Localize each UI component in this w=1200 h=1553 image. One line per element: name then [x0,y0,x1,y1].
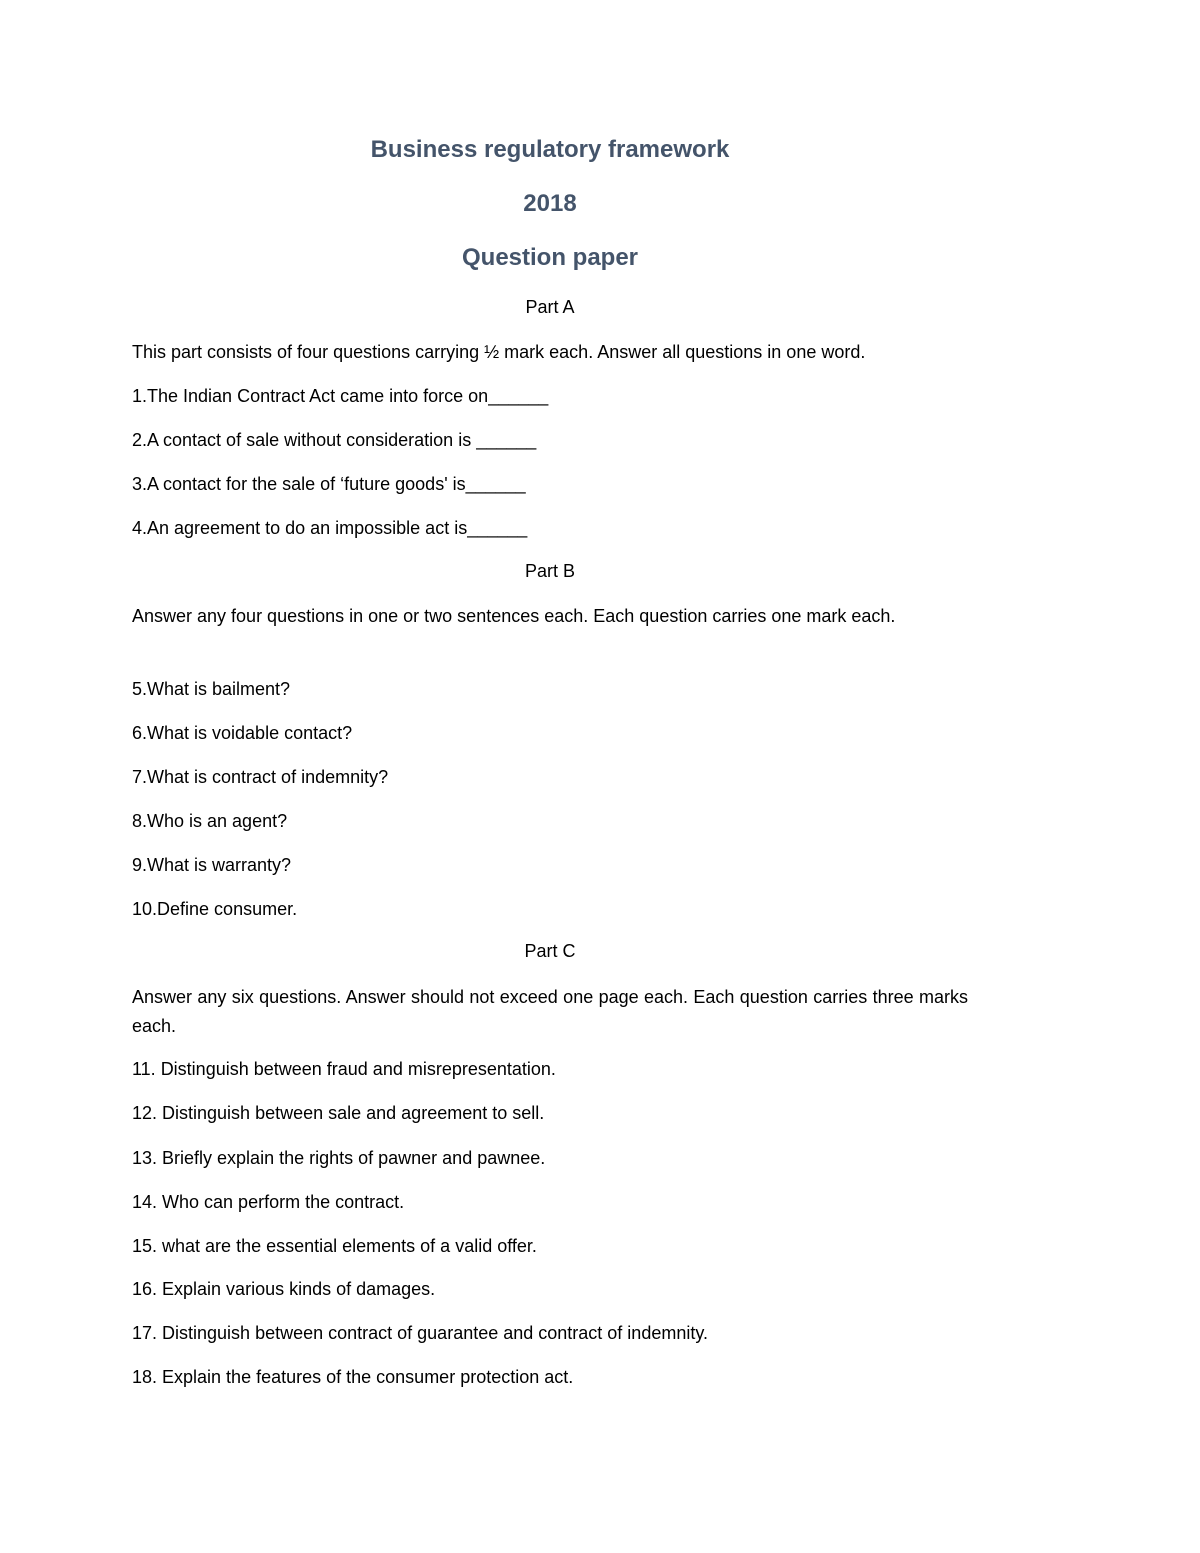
document-year: 2018 [523,190,577,217]
part-b-instruction: Answer any four questions in one or two sentences each. Each question carries one mark each. [132,606,896,626]
part-b-heading: Part B [524,561,576,581]
part-c-heading: Part C [524,941,576,961]
question-9: 9.What is warranty? [132,855,292,875]
document-title: Business regulatory framework [370,136,730,163]
question-6: 6.What is voidable contact? [132,723,353,743]
question-14: 14. Who can perform the contract. [132,1192,405,1212]
document-subtitle: Question paper [461,244,639,271]
question-4: 4.An agreement to do an impossible act is______ [132,518,528,538]
question-15: 15. what are the essential elements of a valid offer. [132,1236,537,1256]
question-17: 17. Distinguish between contract of guarantee and contract of indemnity. [132,1323,709,1343]
part-a-instruction: This part consists of four questions carrying ½ mark each. Answer all questions in one word. [132,342,866,362]
part-a-heading: Part A [525,297,575,317]
part-c-instruction: Answer any six questions. Answer should not exceed one page each. Each question carries three marks each. [132,987,968,1036]
question-7: 7.What is contract of indemnity? [132,767,389,787]
question-10: 10.Define consumer. [132,899,298,919]
question-1: 1.The Indian Contract Act came into force on______ [132,386,549,406]
question-18: 18. Explain the features of the consumer protection act. [132,1367,574,1387]
question-2: 2.A contact of sale without consideration is ______ [132,430,537,450]
question-13: 13. Briefly explain the rights of pawner and pawnee. [132,1148,546,1168]
question-5: 5.What is bailment? [132,679,291,699]
question-12: 12. Distinguish between sale and agreement to sell. [132,1103,545,1123]
question-11: 11. Distinguish between fraud and misrepresentation. [132,1059,556,1079]
question-8: 8.Who is an agent? [132,811,288,831]
question-3: 3.A contact for the sale of ‘future goods' is______ [132,474,526,494]
question-16: 16. Explain various kinds of damages. [132,1279,436,1299]
